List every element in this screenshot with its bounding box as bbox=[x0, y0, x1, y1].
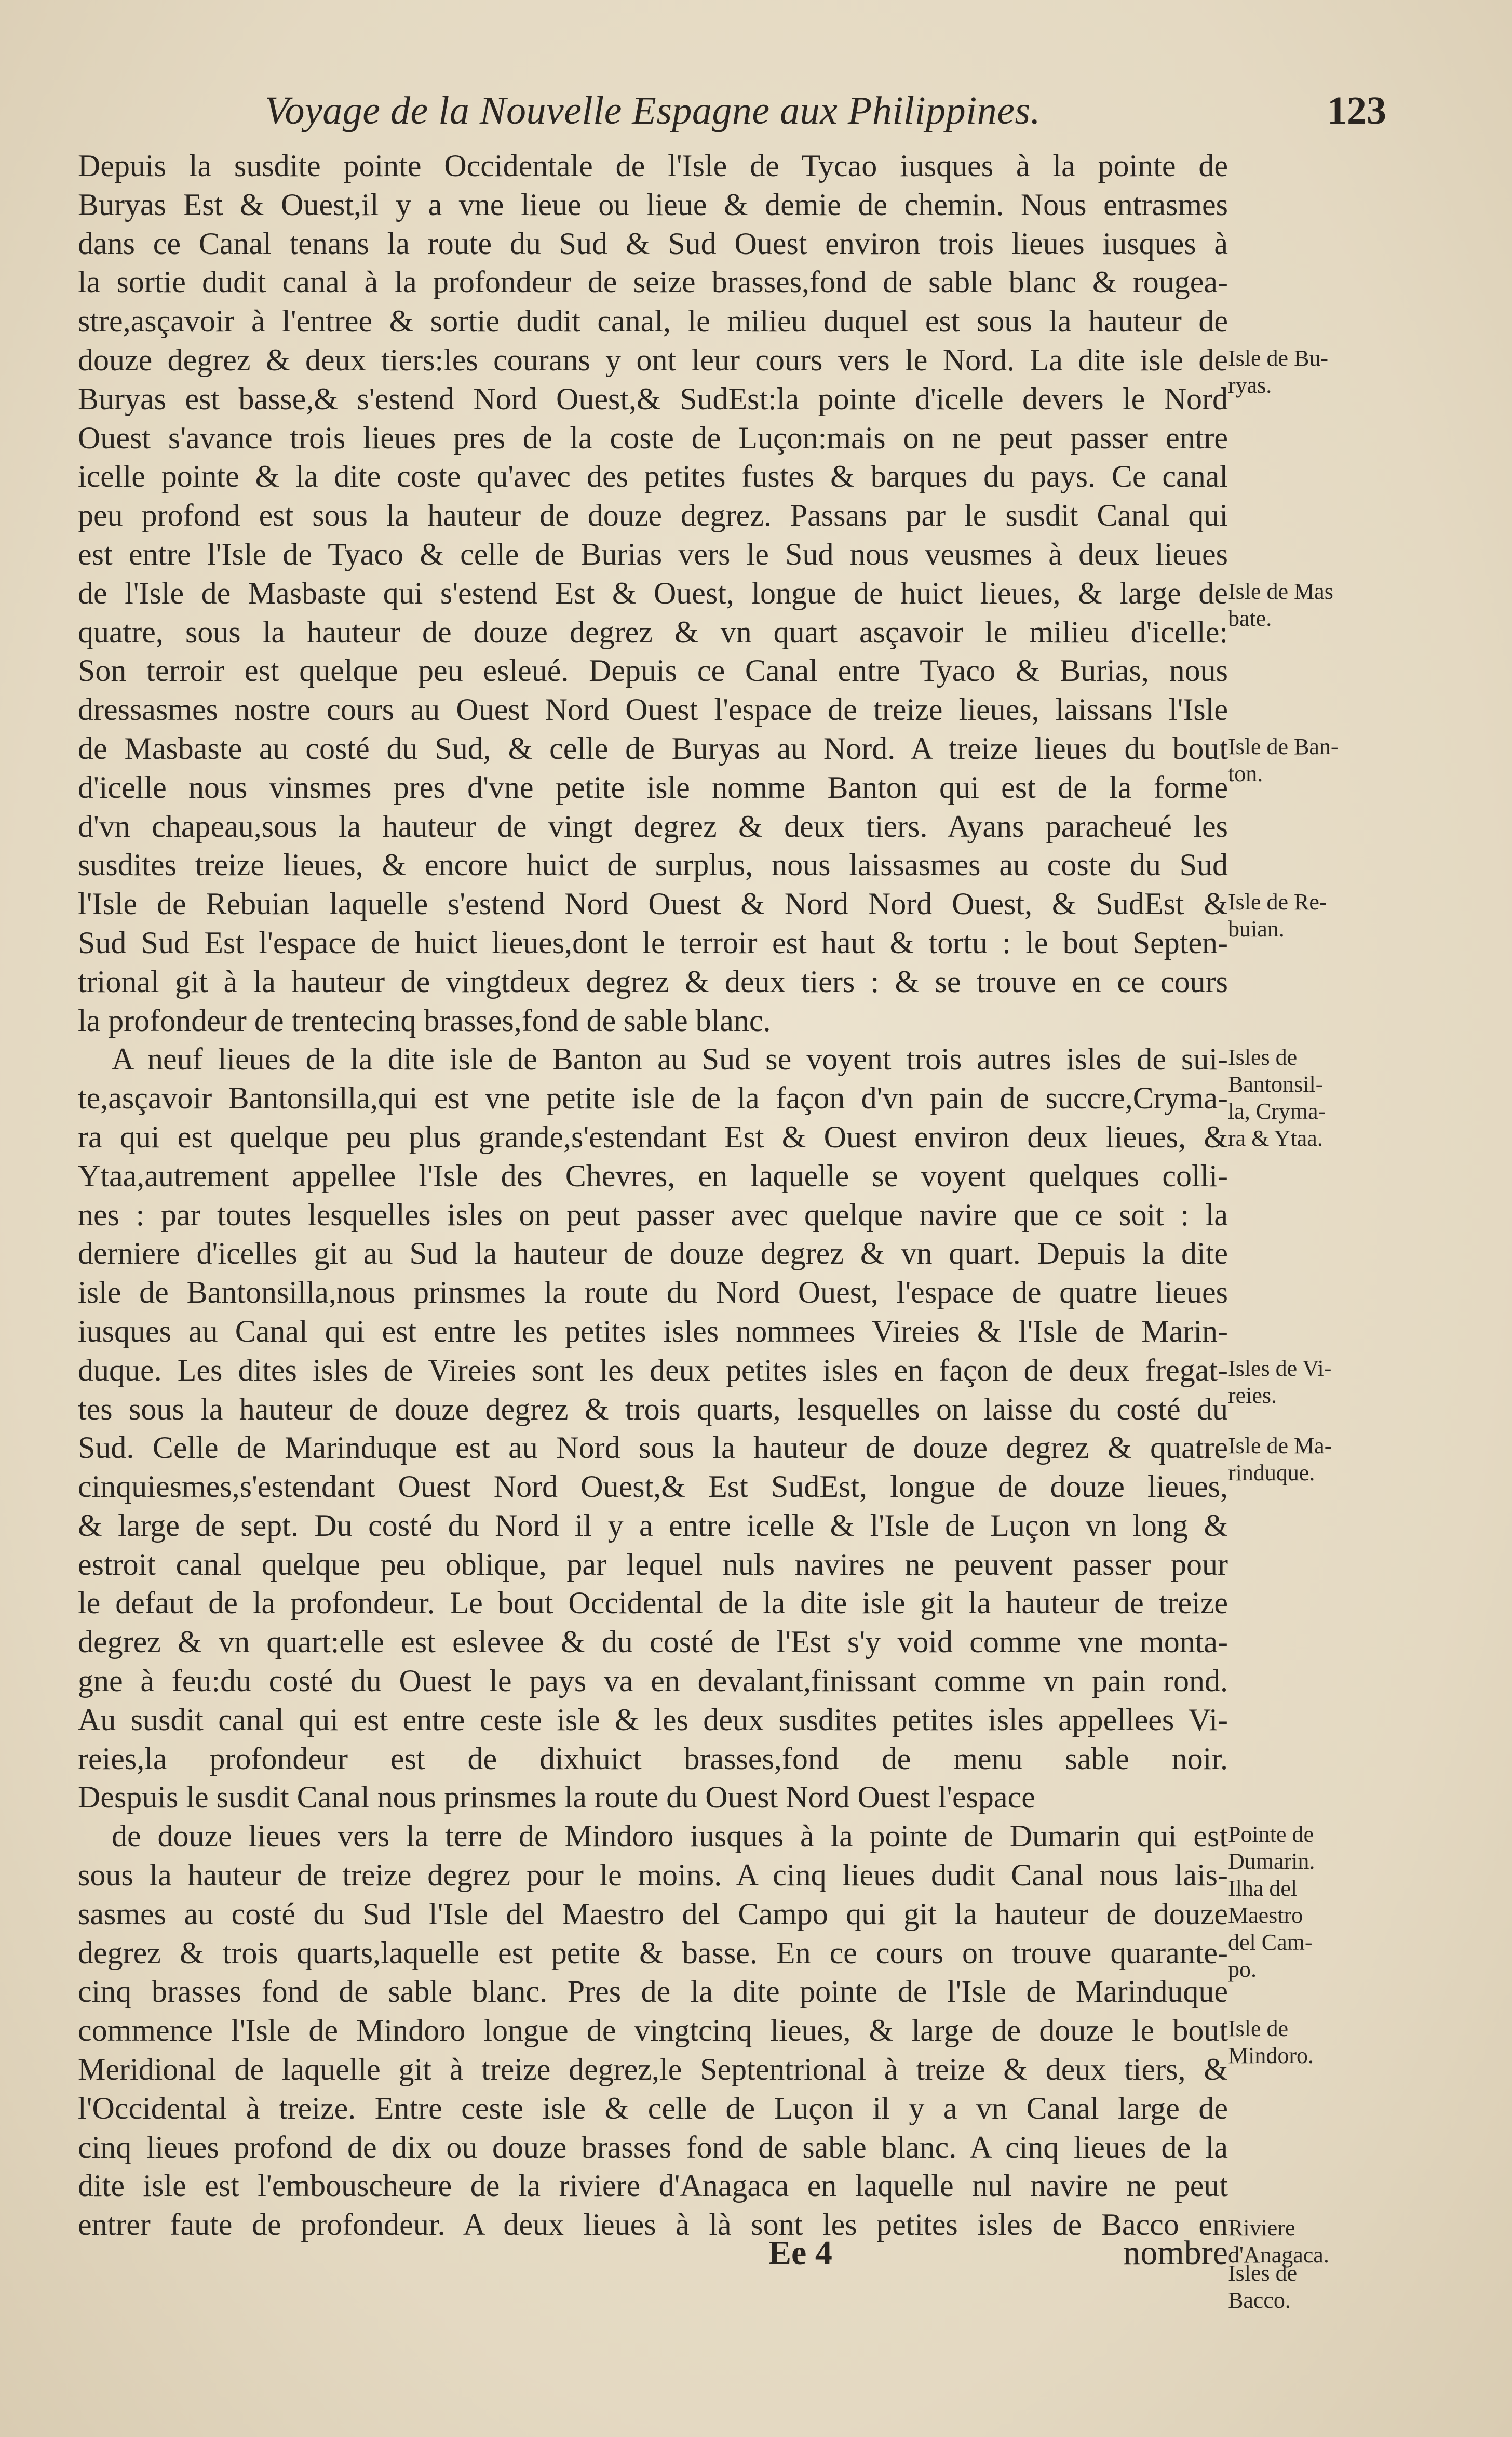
text-line: la sortie dudit canal à la profondeur de seize brasses,fond de sable blanc & rougea- bbox=[78, 265, 1228, 300]
text-line: Son terroir est quelque peu esleué. Depuis ce Canal entre Tyaco & Burias, nous bbox=[78, 653, 1228, 688]
text-line: Au susdit canal qui est entre ceste isle & les deux susdites petites isles appellees Vi- bbox=[78, 1702, 1228, 1737]
text-line: peu profond est sous la hauteur de douze degrez. Passans par le susdit Canal qui bbox=[78, 498, 1228, 533]
text-line: Ouest s'avance trois lieues pres de la coste de Luçon:mais on ne peut passer entre bbox=[78, 420, 1228, 455]
text-line: est entre l'Isle de Tyaco & celle de Burias vers le Sud nous veusmes à deux lieues bbox=[78, 537, 1228, 571]
margin-note: Isle de Ma- rinduque. bbox=[1228, 1433, 1332, 1486]
text-line: reies,la profondeur est de dixhuict brasses,fond de menu sable noir. bbox=[78, 1741, 1228, 1776]
text-line: degrez & trois quarts,laquelle est petite & basse. En ce cours on trouve quarante- bbox=[78, 1935, 1228, 1970]
text-line: douze degrez & deux tiers:les courans y ont leur cours vers le Nord. La dite isle de bbox=[78, 342, 1228, 377]
text-line: d'vn chapeau,sous la hauteur de vingt degrez & deux tiers. Ayans paracheué les bbox=[78, 809, 1228, 843]
text-line: icelle pointe & la dite coste qu'avec des petites fustes & barques du pays. Ce canal bbox=[78, 459, 1228, 494]
signature-mark: Ee 4 bbox=[768, 2234, 832, 2272]
text-line: la profondeur de trentecinq brasses,fond de sable blanc. bbox=[78, 1003, 771, 1038]
text-line: commence l'Isle de Mindoro longue de vingtcinq lieues, & large de douze le bout bbox=[78, 2013, 1228, 2048]
text-line: dressasmes nostre cours au Ouest Nord Ouest l'espace de treize lieues, laissans l'Isle bbox=[78, 692, 1228, 727]
text-line: Despuis le susdit Canal nous prinsmes la route du Ouest Nord Ouest l'espace bbox=[78, 1780, 1035, 1815]
text-line: ra qui est quelque peu plus grande,s'estendant Est & Ouest environ deux lieues, & bbox=[78, 1119, 1228, 1154]
page-header bbox=[78, 88, 1386, 145]
text-line: l'Occidental à treize. Entre ceste isle & celle de Luçon il y a vn Canal large de bbox=[78, 2091, 1228, 2125]
margin-note: Pointe de Dumarin. Ilha del Maestro del Cam- po. bbox=[1228, 1822, 1315, 1983]
text-line: Buryas Est & Ouest,il y a vne lieue ou lieue & demie de chemin. Nous entrasmes bbox=[78, 187, 1228, 222]
text-line: dite isle est l'embouscheure de la riviere d'Anagaca en laquelle nul navire ne peut bbox=[78, 2168, 1228, 2203]
margin-note: Isle de Re- buian. bbox=[1228, 889, 1327, 942]
text-line: le defaut de la profondeur. Le bout Occidental de la dite isle git la hauteur de treize bbox=[78, 1586, 1228, 1621]
text-line: d'icelle nous vinsmes pres d'vne petite isle nomme Banton qui est de la forme bbox=[78, 770, 1228, 805]
text-line: stre,asçavoir à l'entree & sortie dudit canal, le milieu duquel est sous la hauteur de bbox=[78, 304, 1228, 339]
margin-note: Isle de Ban- ton. bbox=[1228, 734, 1339, 786]
running-title: Voyage de la Nouvelle Espagne aux Philippines. bbox=[265, 89, 1041, 132]
text-line: entrer faute de profondeur. A deux lieues à là sont les petites isles de Bacco en bbox=[78, 2207, 1228, 2242]
margin-note: Isle de Mas bate. bbox=[1228, 578, 1333, 631]
text-line: sous la hauteur de treize degrez pour le moins. A cinq lieues dudit Canal nous lais- bbox=[78, 1858, 1228, 1893]
text-line: Buryas est basse,& s'estend Nord Ouest,& SudEst:la pointe d'icelle devers le Nord bbox=[78, 381, 1228, 416]
text-line: isle de Bantonsilla,nous prinsmes la route du Nord Ouest, l'espace de quatre lieues bbox=[78, 1275, 1228, 1310]
body-text bbox=[78, 146, 1228, 2244]
text-line: susdites treize lieues, & encore huict de surplus, nous laissasmes au coste du Sud bbox=[78, 848, 1228, 882]
text-line: estroit canal quelque peu oblique, par lequel nuls navires ne peuvent passer pour bbox=[78, 1547, 1228, 1582]
catchword: nombre bbox=[1123, 2234, 1228, 2272]
text-line: trional git à la hauteur de vingtdeux degrez & deux tiers : & se trouve en ce cours bbox=[78, 964, 1228, 999]
margin-note: Isle de Mindoro. bbox=[1228, 2016, 1314, 2069]
page-footer bbox=[78, 2233, 1228, 2285]
text-line: iusques au Canal qui est entre les petites isles nommees Vireies & l'Isle de Marin- bbox=[78, 1314, 1228, 1348]
text-line: de douze lieues vers la terre de Mindoro iusques à la pointe de Dumarin qui est bbox=[112, 1819, 1228, 1854]
text-line: Meridional de laquelle git à treize degrez,le Septentrional à treize & deux tiers, & bbox=[78, 2052, 1228, 2087]
text-line: tes sous la hauteur de douze degrez & trois quarts, lesquelles on laisse du costé du bbox=[78, 1391, 1228, 1426]
text-line: cinq lieues profond de dix ou douze brasses fond de sable blanc. A cinq lieues de la bbox=[78, 2130, 1228, 2164]
text-line: Sud Sud Est l'espace de huict lieues,dont le terroir est haut & tortu : le bout Septen- bbox=[78, 925, 1228, 960]
text-line: sasmes au costé du Sud l'Isle del Maestro del Campo qui git la hauteur de douze bbox=[78, 1896, 1228, 1931]
text-line: l'Isle de Rebuian laquelle s'estend Nord Ouest & Nord Nord Ouest, & SudEst & bbox=[78, 887, 1228, 921]
margin-note: Isles de Bacco. bbox=[1228, 2260, 1298, 2313]
text-line: gne à feu:du costé du Ouest le pays va en devalant,finissant comme vn pain rond. bbox=[78, 1664, 1228, 1698]
text-line: cinq brasses fond de sable blanc. Pres de la dite pointe de l'Isle de Marinduque bbox=[78, 1974, 1228, 2009]
margin-note: Isles de Bantonsil- la, Cryma- ra & Ytaa. bbox=[1228, 1045, 1326, 1151]
margin-note: Isles de Vi- reies. bbox=[1228, 1355, 1332, 1408]
text-line: nes : par toutes lesquelles isles on peut passer avec quelque navire que ce soit : la bbox=[78, 1197, 1228, 1232]
text-line: derniere d'icelles git au Sud la hauteur de douze degrez & vn quart. Depuis la dite bbox=[78, 1236, 1228, 1271]
text-line: de l'Isle de Masbaste qui s'estend Est & Ouest, longue de huict lieues, & large de bbox=[78, 575, 1228, 610]
text-line: A neuf lieues de la dite isle de Banton au Sud se voyent trois autres isles de sui- bbox=[112, 1042, 1228, 1077]
text-line: dans ce Canal tenans la route du Sud & Sud Ouest environ trois lieues iusques à bbox=[78, 226, 1228, 261]
text-line: quatre, sous la hauteur de douze degrez & vn quart asçavoir le milieu d'icelle: bbox=[78, 614, 1228, 649]
text-line: degrez & vn quart:elle est eslevee & du costé de l'Est s'y void comme vne monta- bbox=[78, 1625, 1228, 1659]
text-line: Sud. Celle de Marinduque est au Nord sous la hauteur de douze degrez & quatre bbox=[78, 1430, 1228, 1465]
text-line: Ytaa,autrement appellee l'Isle des Chevres, en laquelle se voyent quelques colli- bbox=[78, 1158, 1228, 1193]
text-line: duque. Les dites isles de Vireies sont les deux petites isles en façon de deux fregat- bbox=[78, 1353, 1228, 1387]
margin-note: Riviere d'Anagaca. bbox=[1228, 2215, 1329, 2268]
text-line: de Masbaste au costé du Sud, & celle de Buryas au Nord. A treize lieues du bout bbox=[78, 731, 1228, 766]
margin-note: Isle de Bu- ryas. bbox=[1228, 345, 1329, 398]
text-line: cinquiesmes,s'estendant Ouest Nord Ouest,& Est SudEst, longue de douze lieues, bbox=[78, 1469, 1228, 1504]
page-number: 123 bbox=[1327, 89, 1386, 132]
text-line: te,asçavoir Bantonsilla,qui est vne petite isle de la façon d'vn pain de succre,Cryma- bbox=[78, 1081, 1228, 1116]
text-line: & large de sept. Du costé du Nord il y a entre icelle & l'Isle de Luçon vn long & bbox=[78, 1508, 1228, 1543]
text-line: Depuis la susdite pointe Occidentale de l'Isle de Tycao iusques à la pointe de bbox=[78, 149, 1228, 183]
